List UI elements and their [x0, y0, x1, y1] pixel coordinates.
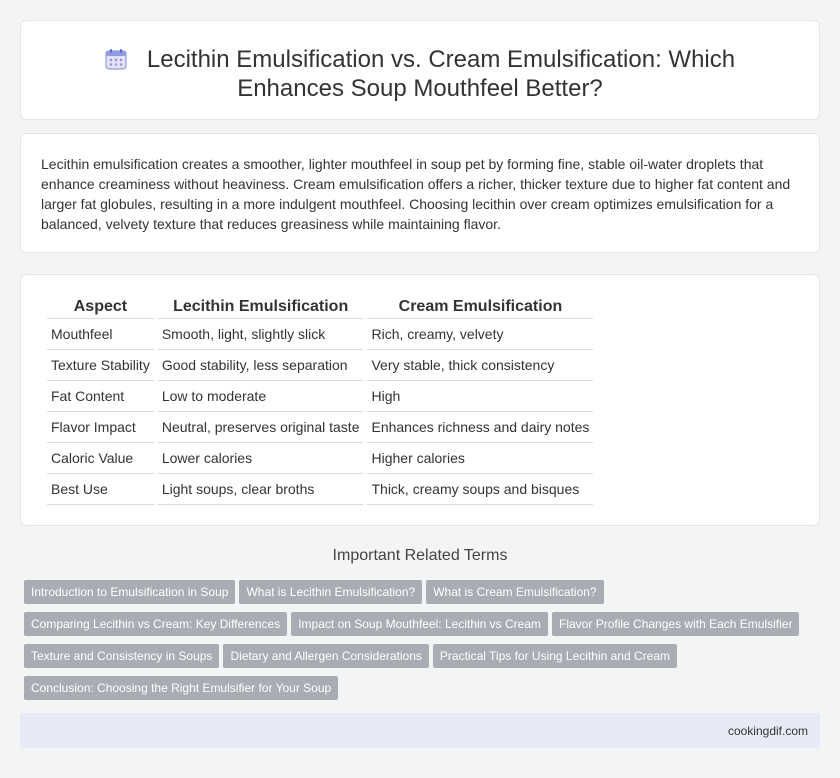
table-row [47, 381, 593, 412]
calendar-icon [105, 48, 127, 70]
related-term-tag[interactable]: Impact on Soup Mouthfeel: Lecithin vs Cream [291, 612, 548, 636]
related-term-tag[interactable]: Practical Tips for Using Lecithin and Cream [433, 644, 677, 668]
table-row [47, 443, 593, 474]
comparison-table [43, 293, 597, 505]
cell-cream: Very stable, thick consistency [367, 350, 593, 381]
intro-paragraph: Lecithin emulsification creates a smoother, lighter mouthfeel in soup pet by forming fine, stable oil-water droplets that enhance creaminess without heaviness. Cream emulsification offers a richer, thicker texture due to higher fat content and larger fat globules, resulting in a more indulgent mouthfeel. Choosing lecithin over cream optimizes emulsification for a balanced, velvety texture that reduces greasiness while maintaining flavor. [41, 156, 791, 232]
related-term-tag[interactable]: Texture and Consistency in Soups [24, 644, 219, 668]
related-term-tag[interactable]: Conclusion: Choosing the Right Emulsifier for Your Soup [24, 676, 338, 700]
cell-aspect: Flavor Impact [47, 412, 154, 443]
intro-card [20, 133, 820, 253]
cell-lecithin: Good stability, less separation [158, 350, 364, 381]
related-term-tag[interactable]: Dietary and Allergen Considerations [223, 644, 428, 668]
table-row [47, 319, 593, 350]
related-term-tag[interactable]: Flavor Profile Changes with Each Emulsifier [552, 612, 799, 636]
header-aspect: Aspect [47, 293, 154, 319]
table-row [47, 474, 593, 505]
cell-lecithin: Smooth, light, slightly slick [158, 319, 364, 350]
header-lecithin: Lecithin Emulsification [158, 293, 364, 319]
page-title-wrap [21, 45, 819, 103]
cell-aspect: Texture Stability [47, 350, 154, 381]
cell-cream: Higher calories [367, 443, 593, 474]
cell-cream: Thick, creamy soups and bisques [367, 474, 593, 505]
cell-aspect: Best Use [47, 474, 154, 505]
related-terms-list [24, 580, 814, 708]
related-term-tag[interactable]: Introduction to Emulsification in Soup [24, 580, 235, 604]
site-link[interactable]: cookingdif.com [727, 724, 808, 738]
title-card [20, 20, 820, 120]
cell-aspect: Fat Content [47, 381, 154, 412]
cell-lecithin: Neutral, preserves original taste [158, 412, 364, 443]
cell-lecithin: Lower calories [158, 443, 364, 474]
footer [20, 713, 820, 748]
cell-aspect: Mouthfeel [47, 319, 154, 350]
related-term-tag[interactable]: Comparing Lecithin vs Cream: Key Differences [24, 612, 287, 636]
cell-cream: Rich, creamy, velvety [367, 319, 593, 350]
related-term-tag[interactable]: What is Lecithin Emulsification? [239, 580, 422, 604]
cell-aspect: Caloric Value [47, 443, 154, 474]
page-title: Lecithin Emulsification vs. Cream Emulsification: Which Enhances Soup Mouthfeel Better? [146, 46, 736, 102]
cell-lecithin: Light soups, clear broths [158, 474, 364, 505]
comparison-card [20, 274, 820, 526]
header-cream: Cream Emulsification [367, 293, 593, 319]
related-terms-heading: Important Related Terms [332, 547, 508, 564]
table-row [47, 412, 593, 443]
related-term-tag[interactable]: What is Cream Emulsification? [426, 580, 603, 604]
cell-lecithin: Low to moderate [158, 381, 364, 412]
table-row [47, 350, 593, 381]
cell-cream: Enhances richness and dairy notes [367, 412, 593, 443]
table-header-row [47, 293, 593, 319]
cell-cream: High [367, 381, 593, 412]
